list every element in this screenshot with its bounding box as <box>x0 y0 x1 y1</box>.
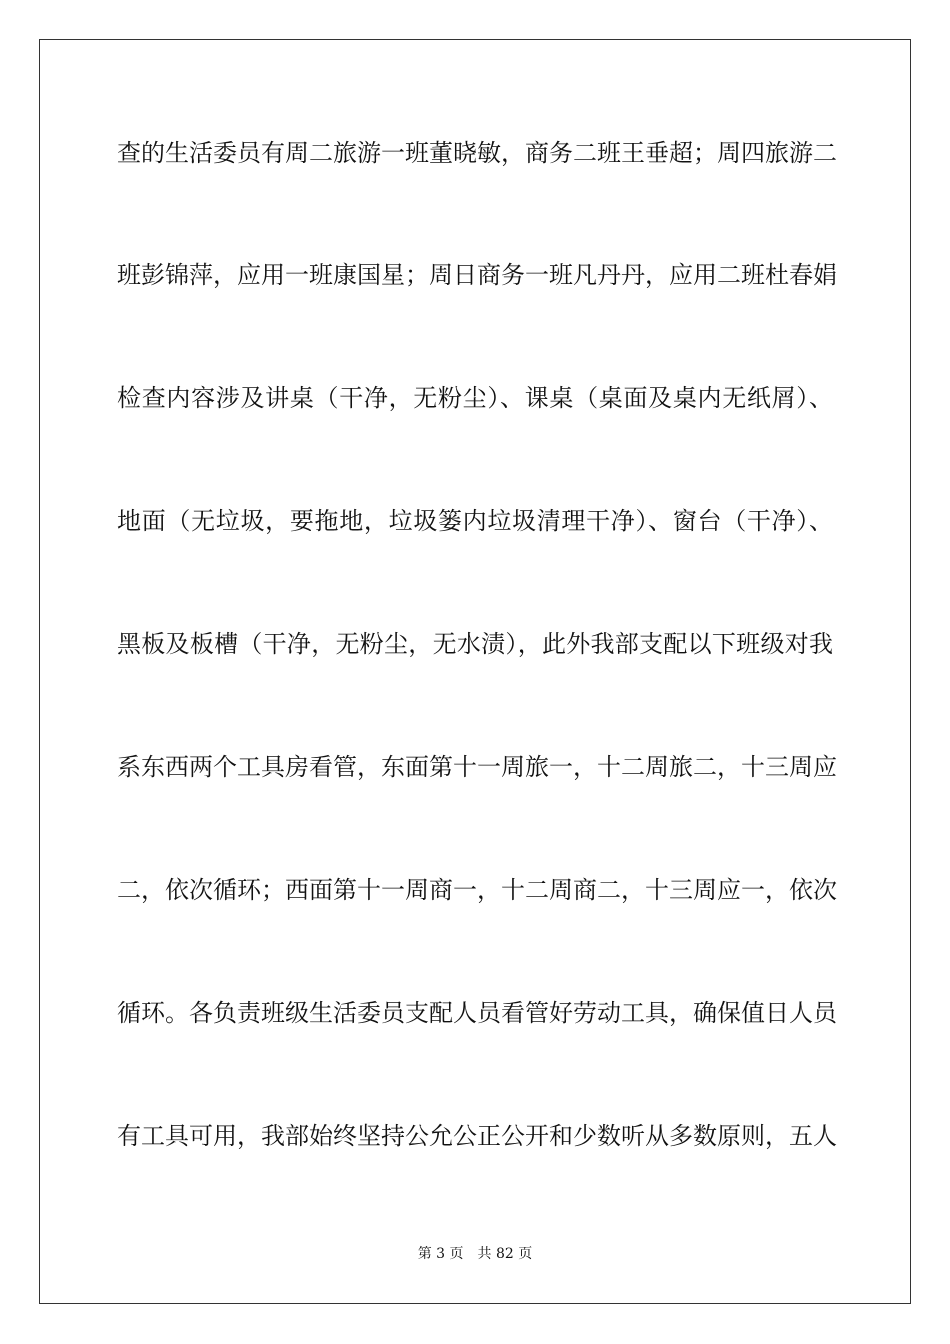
text-line: 地面（无垃圾，要拖地，垃圾篓内垃圾清理干净）、窗台（干净）、 <box>117 507 833 535</box>
text-line: 黑板及板槽（干净，无粉尘，无水渍），此外我部支配以下班级对我 <box>117 630 833 658</box>
text-line: 班彭锦萍，应用一班康国星；周日商务一班凡丹丹，应用二班杜春娟 <box>117 261 837 289</box>
text-line: 二，依次循环；西面第十一周商一，十二周商二，十三周应一，依次 <box>117 876 837 904</box>
text-line: 检查内容涉及讲桌（干净，无粉尘）、课桌（桌面及桌内无纸屑）、 <box>117 384 833 412</box>
text-line: 有工具可用，我部始终坚持公允公正公开和少数听从多数原则，五人 <box>117 1122 837 1150</box>
page-total: 共 82 页 <box>477 1246 533 1262</box>
text-line: 循环。各负责班级生活委员支配人员看管好劳动工具，确保值日人员 <box>117 999 837 1027</box>
text-line: 查的生活委员有周二旅游一班董晓敏，商务二班王垂超；周四旅游二 <box>117 139 837 167</box>
page-footer <box>0 1244 950 1264</box>
page-border <box>39 39 911 1304</box>
page-number: 第 3 页 <box>417 1246 464 1262</box>
text-line: 系东西两个工具房看管，东面第十一周旅一，十二周旅二，十三周应 <box>117 753 837 781</box>
